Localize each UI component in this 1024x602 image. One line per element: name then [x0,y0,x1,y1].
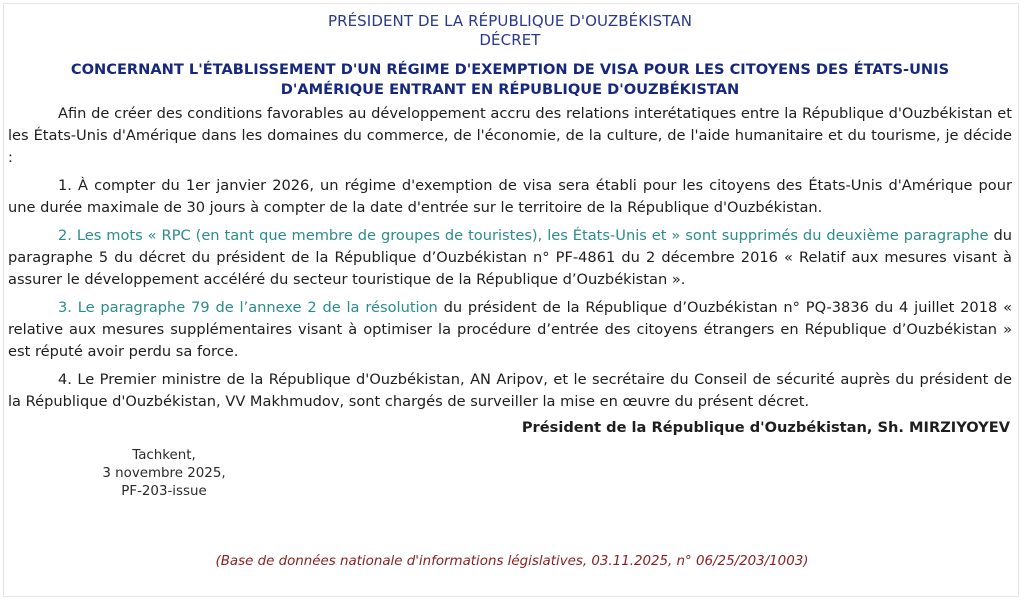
article-2-text: du paragraphe 5 du décret du président de la République d’Ouzbékistan n° PF-4861 du 2 décembre 2016 « Relatif aux mesures visant à assurer le développement accéléré du secteur touristique de la République d’Ouzbékistan ». [8,227,1013,288]
decree-reference: PF-203-issue [121,484,207,499]
decree-title-line2: D'AMÉRIQUE ENTRANT EN RÉPUBLIQUE D'OUZBÉKISTAN [280,81,740,98]
preamble-paragraph: Afin de créer des conditions favorables au développement accru des relations interétatiques entre la République d'Ouzbékistan et les États-Unis d'Amérique dans les domaines du commerce, de l'économie, de la culture, de l'aide humanitaire et du tourisme, je décide : [8,105,1012,166]
article-4: 4. Le Premier ministre de la République d'Ouzbékistan, AN Aripov, et le secrétaire du Conseil de sécurité auprès du président de la République d'Ouzbékistan, VV Makhmudov, sont chargés de surveiller la mise en œuvre du présent décret. [8,371,1012,410]
decree-title-line1: CONCERNANT L'ÉTABLISSEMENT D'UN RÉGIME D'EXEMPTION DE VISA POUR LES CITOYENS DES ÉTATS-UNIS [70,61,950,78]
issuer-heading: PRÉSIDENT DE LA RÉPUBLIQUE D'OUZBÉKISTAN [327,12,693,30]
article-2-link[interactable]: 2. Les mots « RPC (en tant que membre de groupes de touristes), les États-Unis et » sont supprimés du deuxième paragraphe [58,227,989,244]
document-type: DÉCRET [479,31,541,49]
place-and-date [84,447,244,501]
decree-document [8,12,1012,439]
article-3-link[interactable]: 3. Le paragraphe 79 de l’annexe 2 de la résolution [58,299,438,316]
article-2 [8,225,1012,291]
article-3 [8,297,1012,363]
signature-line: Président de la République d'Ouzbékistan, Sh. MIRZIYOYEV [521,419,1010,436]
place-city: Tachkent, [132,448,196,463]
article-3-text: du président de la République d’Ouzbékistan n° PQ-3836 du 4 juillet 2018 « relative aux mesures supplémentaires visant à optimiser la procédure d’entrée des citoyens étrangers en République d’Ouzbékistan » est réputé avoir perdu sa force. [8,299,1013,360]
article-1: 1. À compter du 1er janvier 2026, un régime d'exemption de visa sera établi pour les citoyens des États-Unis d'Amérique pour une durée maximale de 30 jours à compter de la date d'entrée sur le territoire de la République d'Ouzbékistan. [8,177,1012,216]
place-date: 3 novembre 2025, [102,466,226,481]
decree-title [8,60,1012,100]
source-citation: (Base de données nationale d'informations législatives, 03.11.2025, n° 06/25/203/1003) [215,554,809,569]
